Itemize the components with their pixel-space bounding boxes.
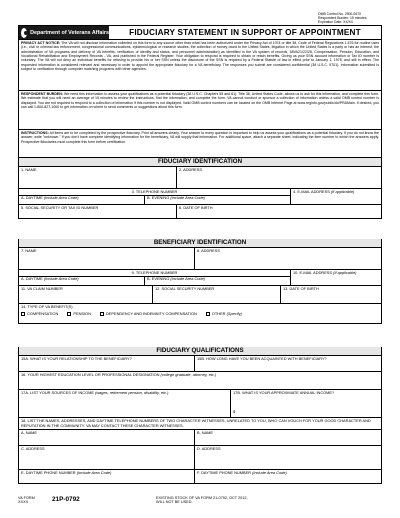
omb-info [318,12,396,25]
relationship-field[interactable]: 15A. WHAT IS YOUR RELATIONSHIP TO THE BENEFICIARY? [19,356,195,371]
instructions-notice [18,130,382,158]
witness-b-name-field[interactable]: B. NAME [197,430,213,435]
beneficiary-dob-field[interactable]: 13. DATE OF BIRTH [283,286,319,291]
burden-text: We need this information to assess your qualifications as a potential fiduciary (38 U.S.C. Chapters 55 and 61). Title 38, United States Code, allows us to ask for this information, and complete this form. We estimate that you will need an average of 15 minutes to review the instructions, find the information, and complete the form. VA cannot conduct or sponsor a collection of information unless a valid OMB control number is displayed. You are not required to respond to a collection of information if this number is not displayed. Valid OMB control numbers can be located on the OMB Internet Page at www.reginfo.gov/public/do/PRAMain. If desired, you can call 1-800-827-1000 to get information on where to send comments or suggestions about this form. [21,92,379,110]
omb-control-number: OMB Control No. 2900-0670 [318,12,361,16]
expiration-date: Expiration Date: XX/XX [318,20,354,25]
form-title: FIDUCIARY STATEMENT IN SUPPORT OF APPOINTMENT [129,28,361,37]
beneficiary-phone-header: 9. TELEPHONE NUMBER [19,270,290,277]
acquaintance-length-field[interactable]: 15B. HOW LONG HAVE YOU BEEN ACQUAINTED WITH BENEFICIARY? [197,356,327,361]
va-seal-icon [21,28,27,38]
va-form-label: VA FORM [18,496,35,500]
beneficiary-daytime-phone-field[interactable]: A. DAYTIME (Include Area Code) [19,277,145,285]
fiduciary-email-field[interactable]: 4. E-MAIL ADDRESS (If applicable) [293,189,355,194]
section-beneficiary-identification: BENEFICIARY IDENTIFICATION [18,239,382,248]
privacy-notice [18,40,382,91]
fiduciary-daytime-phone-field[interactable]: A. DAYTIME (Include Area Code) [19,196,145,204]
va-claim-number-field[interactable]: 11. VA CLAIM NUMBER [19,286,153,303]
fiduciary-evening-phone-field[interactable]: B. EVENING (Include Area Code) [147,195,206,200]
beneficiary-identification [18,239,382,324]
fiduciary-phone-header: 3. TELEPHONE NUMBER [19,189,290,196]
witness-f-phone-field[interactable]: F. DAYTIME PHONE NUMBER (Include Area Code) [197,470,287,475]
beneficiary-address-field[interactable]: 8. ADDRESS [197,248,220,253]
form-date: XXXX [18,500,29,505]
benefit-type-field [19,304,381,323]
dic-checkbox[interactable]: DEPENDENCY AND INDEMNITY COMPENSATION [100,312,197,317]
fiduciary-qualifications [18,347,382,484]
instructions-text: All items are to be completed by the prospective fiduciary. Print all answers clearly. Your answer to every question is important to help us assess your qualifications as a potential fiduciary. If you do not know the answer, write "unknown." If you don't have complete identifying information for the beneficiary, VA will supply that information. For additional space, attach a separate sheet, indicating the item number to which the answers apply. Prospective fiduciaries must complete this form before certification. [21,131,379,144]
beneficiary-email-field[interactable]: 10. E-MAIL ADDRESS (If applicable) [293,270,357,275]
burden-label: RESPONDENT BURDEN: [21,92,64,96]
form-footer [18,496,382,505]
education-level-field[interactable]: 16. YOUR HIGHEST EDUCATION LEVEL OR PROFESSIONAL DESIGNATION (college graduate, attorney, etc.) [21,372,217,377]
fiduciary-dob-field[interactable]: 6. DATE OF BIRTH [179,205,213,210]
privacy-text: The VA will not disclose information collected on this form to any source other than what has been authorized under the Privacy Act of 1974 or title 38, Code of Federal Regulations 1.576 for routine uses (i.e., civil or criminal law enforcement, congressional communications, epidemiological or research studies, the collection of money owed to the United States, litigation in which the United States is a party or has an interest, the administration of VA programs and delivery of VA benefits, verification of identity and status, and personnel administration) as identified in the VA system of records, 58VA21/22/28, Compensation, Pension, Education, and Vocational Rehabilitation and Employment Records - VA, and published in the Federal Register. Your obligation to respond is required to obtain or retain benefits. Giving us your SSN account information or Tax ID number is voluntary. The VA will not deny an individual benefits for refusing to provide his or her SSN unless the disclosure of the SSN is required by a Federal Statute of law in effect prior to January 1, 1975, and still in effect. The requested information is considered relevant and necessary in order to appoint the appropriate fiduciary for a VA beneficiary. The responses you submit are considered confidential (38 U.S.C. 5701). Information submitted is subject to verification through computer matching programs with other agencies. [21,41,379,72]
beneficiary-name-field[interactable]: 7. NAME [19,248,195,269]
compensation-checkbox[interactable]: COMPENSATION [21,312,58,317]
agency-name: Department of Veterans Affairs [30,29,109,36]
section-fiduciary-qualifications: FIDUCIARY QUALIFICATIONS [18,347,382,356]
privacy-label: PRIVACY ACT NOTICE: [21,41,61,45]
witness-c-address-field[interactable]: C. ADDRESS [19,446,195,469]
burden-notice [18,91,382,130]
income-sources-field[interactable]: 17A. LIST YOUR SOURCES OF INCOME (wages, retirement pension, disability, etc.) [19,390,231,417]
witness-e-phone-field[interactable]: E. DAYTIME PHONE NUMBER (Include Area Code) [19,470,195,483]
respondent-burden: Respondent Burden: 15 minutes [318,16,367,21]
instructions-label: INSTRUCTIONS: [21,131,49,135]
fiduciary-identification [18,158,382,219]
witness-d-address-field[interactable]: D. ADDRESS [197,446,221,451]
form-header [18,25,382,40]
character-witnesses-instructions: 18. LIST THE NAMES, ADDRESSES, AND DAYTIME TELEPHONE NUMBERS OF TWO CHARACTER WITNESSES, UNRELATED TO YOU, WHO CAN VOUCH FOR YOUR GOOD CHARACTER AND REPUTATION IN THE COMMUNITY. VA MAY CONTACT THESE CHARACTER WITNESSES. [21,418,371,428]
benefit-type-label: 14. TYPE OF VA BENEFIT(S) [21,304,73,309]
dollar-sign: $ [233,409,236,415]
fiduciary-address-field[interactable]: 2. ADDRESS [179,167,202,172]
annual-income-field[interactable]: 17B. WHAT IS YOUR APPROXIMATE ANNUAL INCOME? $ [233,390,335,415]
other-checkbox[interactable]: OTHER (Specify) [206,312,242,317]
fiduciary-ssn-field[interactable]: 5. SOCIAL SECURITY OR TAX ID NUMBER [19,205,177,218]
section-fiduciary-identification: FIDUCIARY IDENTIFICATION [18,158,382,167]
beneficiary-evening-phone-field[interactable]: B. EVENING (Include Area Code) [147,276,206,281]
witness-a-name-field[interactable]: A. NAME [19,430,195,445]
form-number: 21P-0792 [52,496,80,503]
pension-checkbox[interactable]: PENSION [67,312,91,317]
fiduciary-name-field[interactable]: 1. NAME [19,167,177,188]
va-brand [19,26,109,39]
beneficiary-ssn-field[interactable]: 12. SOCIAL SECURITY NUMBER [153,286,281,303]
existing-stock-note: EXISTING STOCK OF VA FORM 21-0792, OCT 2012, WILL NOT BE USED. [156,496,248,505]
